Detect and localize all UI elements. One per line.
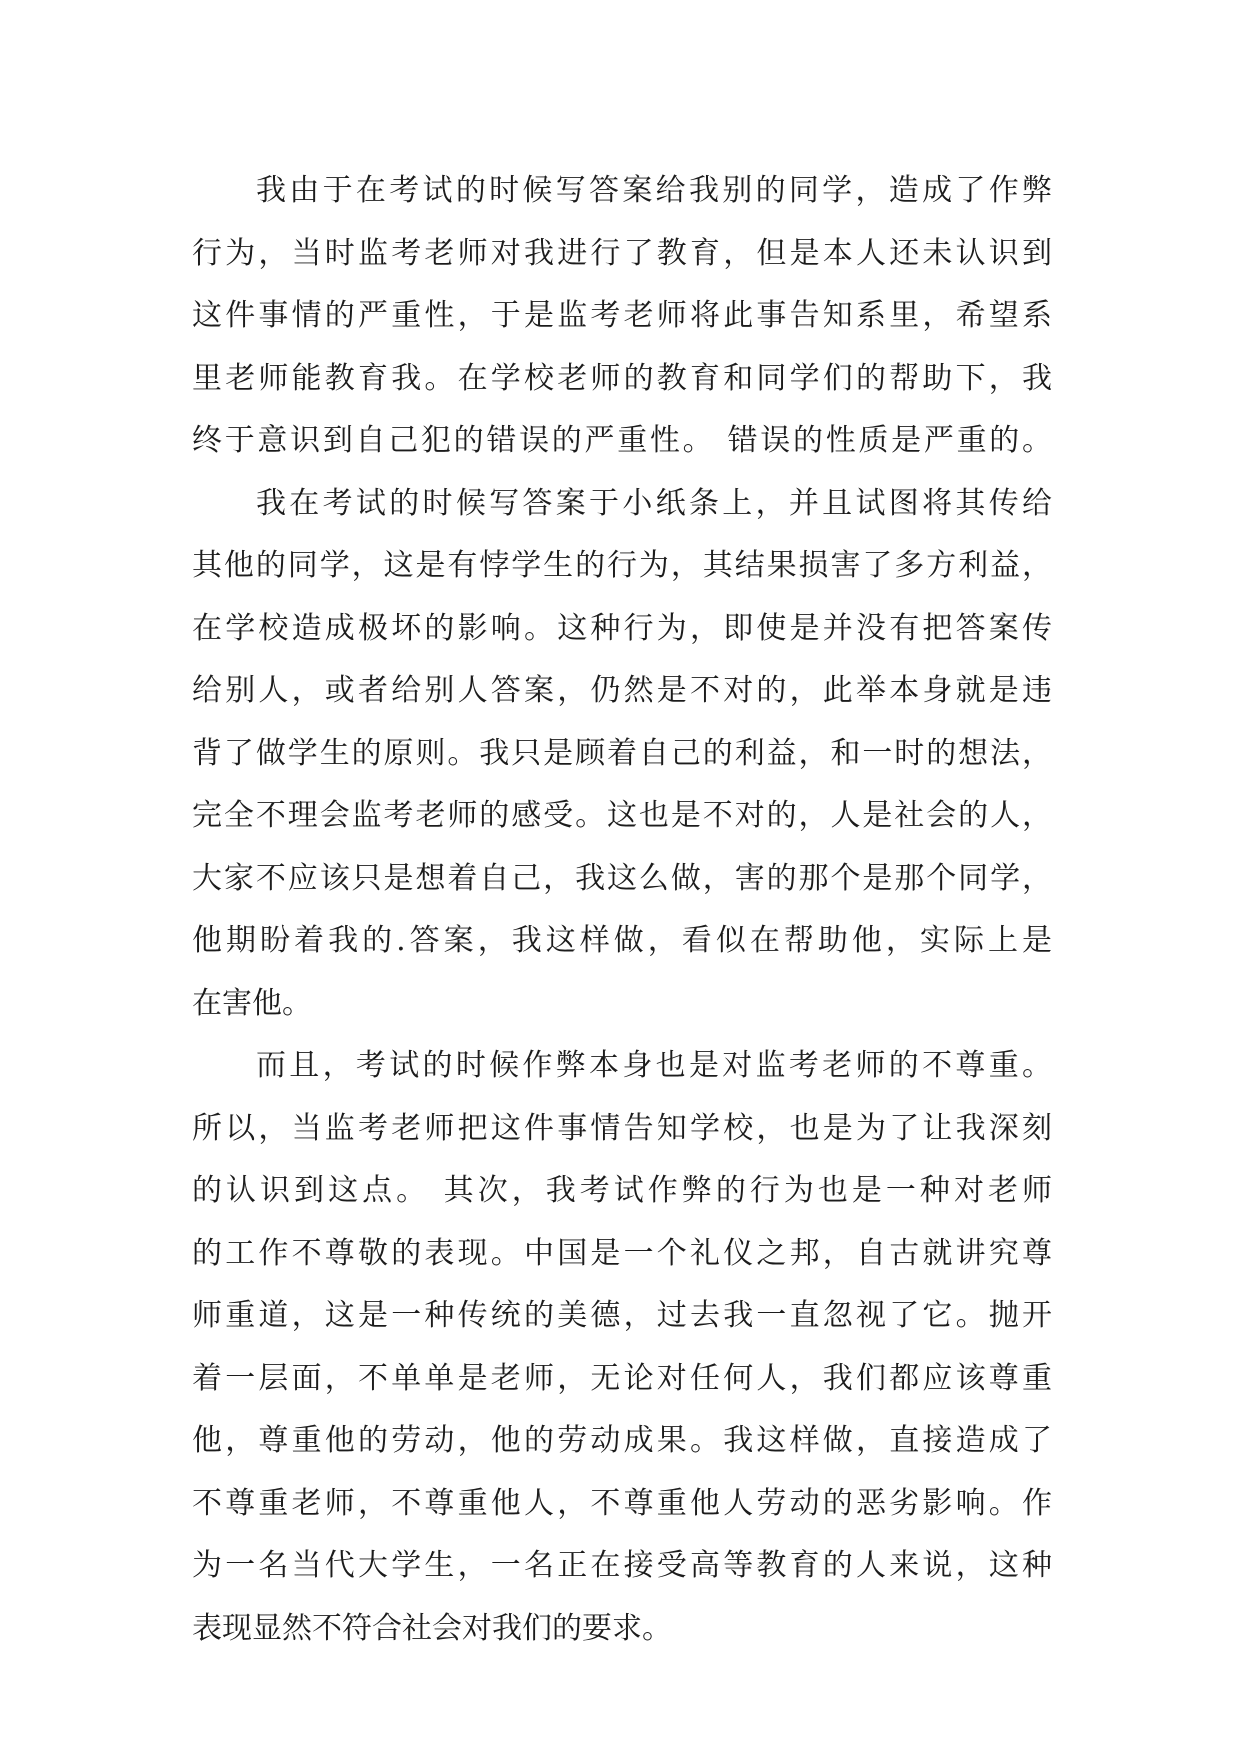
paragraph-3-line-8: 不尊重老师，不尊重他人，不尊重他人劳动的恶劣影响。作 — [192, 1485, 1052, 1521]
paragraph-1-line-3: 这件事情的严重性，于是监考老师将此事告知系里，希望系 — [192, 298, 1052, 333]
paragraph-2-line-5: 背了做学生的原则。我只是顾着自己的利益，和一时的想法， — [192, 735, 1052, 771]
paragraph-3-line-9: 为一名当代大学生，一名正在接受高等教育的人来说，这种 — [192, 1548, 1052, 1583]
paragraph-3-line-6: 着一层面，不单单是老师，无论对任何人，我们都应该尊重 — [192, 1360, 1052, 1396]
paragraph-2-line-1: 我在考试的时候写答案于小纸条上，并且试图将其传给 — [256, 485, 1052, 521]
document-body — [192, 160, 1052, 1660]
paragraph-2-line-3: 在学校造成极坏的影响。这种行为，即使是并没有把答案传 — [192, 610, 1052, 646]
paragraph-3-line-10: 表现显然不符合社会对我们的要求。 — [192, 1610, 672, 1646]
paragraph-3-line-5: 师重道，这是一种传统的美德，过去我一直忽视了它。抛开 — [192, 1298, 1052, 1333]
paragraph-1-line-5: 终于意识到自己犯的错误的严重性。 错误的性质是严重的。 — [192, 423, 1052, 458]
paragraph-3-line-7: 他，尊重他的劳动，他的劳动成果。我这样做，直接造成了 — [192, 1423, 1052, 1458]
paragraph-2-line-7: 大家不应该只是想着自己，我这么做，害的那个是那个同学， — [192, 860, 1052, 896]
paragraph-3-line-2: 所以，当监考老师把这件事情告知学校，也是为了让我深刻 — [192, 1110, 1052, 1146]
paragraph-2-line-8: 他期盼着我的.答案，我这样做，看似在帮助他，实际上是 — [192, 923, 1052, 958]
paragraph-2-line-6: 完全不理会监考老师的感受。这也是不对的，人是社会的人， — [192, 798, 1052, 833]
paragraph-2-line-9: 在害他。 — [192, 985, 312, 1021]
paragraph-3-line-1: 而且，考试的时候作弊本身也是对监考老师的不尊重。 — [256, 1048, 1052, 1083]
paragraph-1-line-1: 我由于在考试的时候写答案给我别的同学，造成了作弊 — [256, 173, 1052, 208]
paragraph-1-line-4: 里老师能教育我。在学校老师的教育和同学们的帮助下，我 — [192, 360, 1052, 396]
paragraph-2-line-2: 其他的同学，这是有悖学生的行为，其结果损害了多方利益， — [192, 548, 1052, 583]
paragraph-2-line-4: 给别人，或者给别人答案，仍然是不对的，此举本身就是违 — [192, 673, 1052, 708]
paragraph-1-line-2: 行为，当时监考老师对我进行了教育，但是本人还未认识到 — [192, 235, 1052, 271]
paragraph-3-line-3: 的认识到这点。 其次，我考试作弊的行为也是一种对老师 — [192, 1173, 1052, 1208]
paragraph-3-line-4: 的工作不尊敬的表现。中国是一个礼仪之邦，自古就讲究尊 — [192, 1235, 1052, 1271]
